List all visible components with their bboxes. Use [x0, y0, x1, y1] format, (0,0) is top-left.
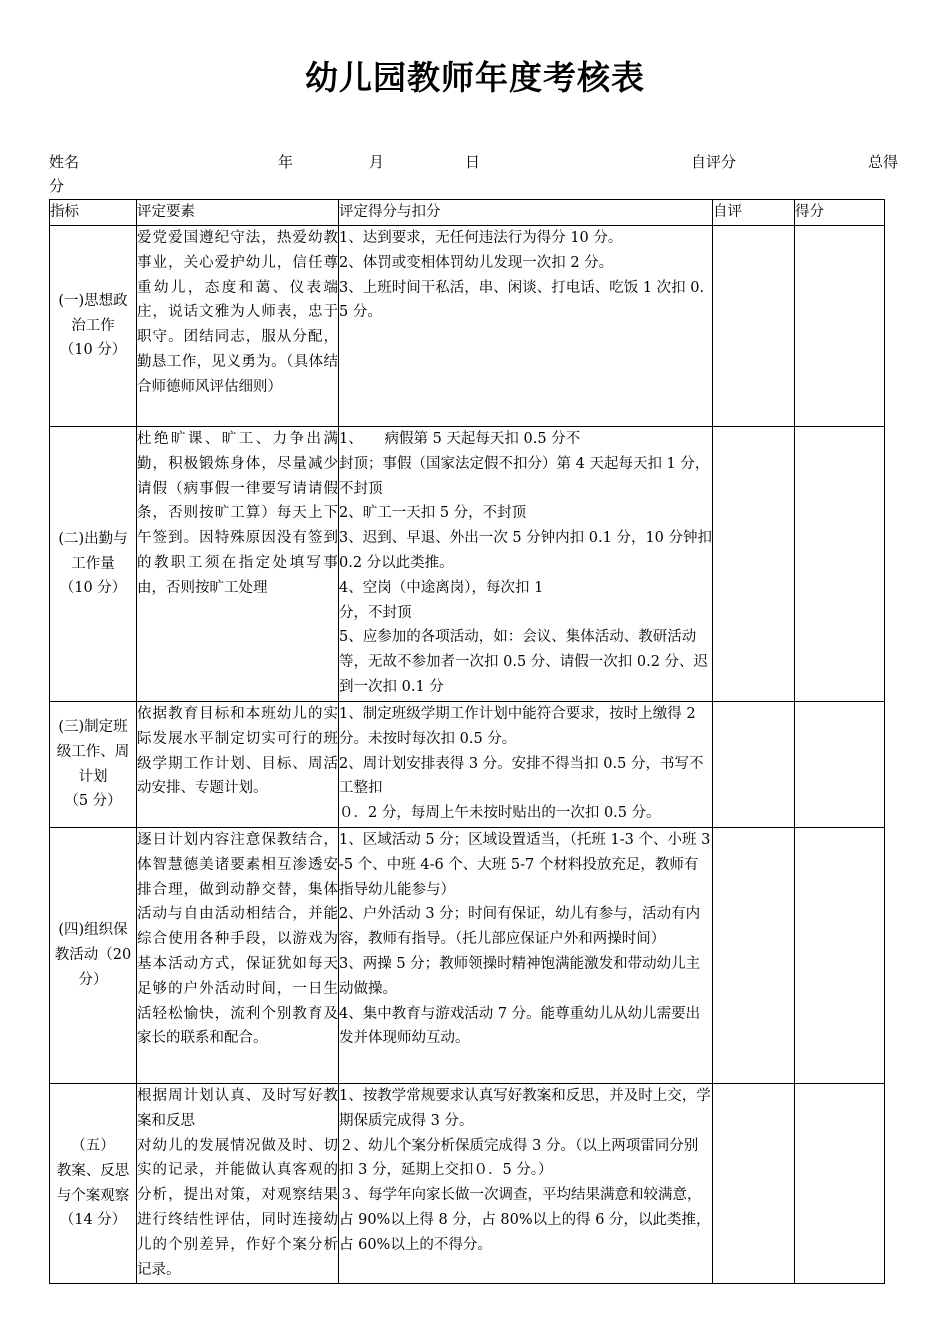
score-cell[interactable]: [795, 1084, 885, 1284]
score-cell[interactable]: [795, 427, 885, 702]
indicator-text: （14 分）: [59, 1212, 127, 1229]
scoring-item: 2、体罚或变相体罚幼儿发现一次扣 2 分。: [339, 254, 614, 271]
scoring-item: 1、按教学常规要求认真写好教案和反思，并及时上交，学期保质完成得 3 分。: [339, 1088, 711, 1129]
year-label: 年: [278, 153, 294, 171]
indicator-text: (四)组织保: [58, 922, 128, 939]
indicator-text: 教案、反思: [56, 1162, 130, 1179]
scoring-item: ２、幼儿个案分析保质完成得 3 分。（以上两项雷同分别扣 3 分，延期上交扣０．5 分。）: [339, 1137, 699, 1179]
scoring-item: 3、两操 5 分；教师领操时精神饱满能激发和带动幼儿主动做操。: [339, 955, 701, 997]
scoring-item: 4、空岗（中途离岗），每次扣 1: [339, 579, 544, 596]
scoring-item: 5、应参加的各项活动，如：会议、集体活动、教研活动等，无故不参加者一次扣 0.5 分、请假一次扣 0.2 分、迟到一次扣 0.1 分: [339, 629, 709, 695]
assessment-table: [49, 199, 885, 1284]
scoring-cell: [339, 1084, 713, 1284]
requirement-cell: 依据教育目标和本班幼儿的实际发展水平制定切实可行的班级学期工作计划、目标、周活动安排、专题计划。: [137, 702, 339, 828]
indicator-cell: [50, 427, 137, 702]
requirement-cell: 逐日计划内容注意保教结合，体智慧德美诸要素相互渗透安排合理，做到动静交替，集体活动与自由活动相结合，并能综合使用各种手段，以游戏为基本活动方式，保证犹如每天足够的户外活动时间，一日生活轻松愉快，流利个别教育及家长的联系和配合。: [137, 828, 339, 1084]
score-cell[interactable]: [795, 702, 885, 828]
self-score-label: 自评分: [691, 153, 737, 171]
page-title: 幼儿园教师年度考核表: [305, 58, 645, 97]
requirement-cell: 爱党爱国遵纪守法，热爱幼教事业，关心爱护幼儿，信任尊重幼儿，态度和蔼、仪表端庄，说话文雅为人师表，忠于职守。团结同志，服从分配，勤恳工作，见义勇为。（具体结合师德师风评估细则）: [137, 226, 339, 427]
scoring-cell: [339, 427, 713, 702]
indicator-text: 级工作、周: [56, 743, 130, 760]
indicator-cell: [50, 1084, 137, 1284]
table-row: [50, 1084, 885, 1284]
indicator-text: (二)出勤与: [58, 530, 128, 547]
score-cell[interactable]: [795, 828, 885, 1084]
scoring-item: 封顶；事假（国家法定假不扣分）第 4 天起每天扣 1 分，不封顶: [339, 455, 710, 497]
header-indicator: 指标: [50, 200, 137, 226]
self-score-cell[interactable]: [713, 702, 795, 828]
scoring-item: 1、制定班级学期工作计划中能符合要求，按时上缴得 2 分。未按时每次扣 0.5 分。: [339, 706, 696, 747]
indicator-text: (三)制定班: [58, 718, 128, 735]
indicator-text: 治工作: [71, 317, 115, 334]
scoring-cell: [339, 226, 713, 427]
total-label-continued: 分: [49, 177, 65, 195]
self-score-cell[interactable]: [713, 1084, 795, 1284]
indicator-text: （五）: [71, 1137, 115, 1154]
header-score: 得分: [795, 200, 885, 226]
self-score-cell[interactable]: [713, 226, 795, 427]
scoring-item: 1、 病假第 5 天起每天扣 0.5 分不: [339, 431, 581, 447]
indicator-text: (一)思想政: [58, 292, 128, 309]
header-requirement: 评定要素: [137, 200, 339, 226]
indicator-text: 教活动（20: [54, 947, 132, 964]
scoring-item: 3、上班时间干私活，串、闲谈、打电话、吃饭 1 次扣 0.5 分。: [339, 279, 705, 321]
indicator-text: 计划: [78, 768, 108, 785]
scoring-item: 1、达到要求，无任何违法行为得分 10 分。: [339, 230, 623, 246]
table-row: [50, 828, 885, 1084]
self-score-cell[interactable]: [713, 828, 795, 1084]
indicator-cell: [50, 702, 137, 828]
score-cell[interactable]: [795, 226, 885, 427]
indicator-text: （5 分）: [64, 793, 122, 810]
table-row: [50, 427, 885, 702]
table-header-row: [50, 200, 885, 226]
indicator-text: （10 分）: [59, 342, 127, 359]
indicator-cell: [50, 226, 137, 427]
requirement-cell: 根据周计划认真、及时写好教案和反思 对幼儿的发展情况做及时、切实的记录，并能做认真客观的分析，提出对策，对观察结果进行终结性评估，同时连接幼儿的个别差异，作好个案分析记录。: [137, 1084, 339, 1284]
indicator-cell: [50, 828, 137, 1084]
scoring-item: 2、旷工一天扣 5 分，不封顶: [339, 505, 527, 522]
indicator-text: （10 分）: [59, 580, 127, 597]
requirement-cell: 杜绝旷课、旷工、力争出满勤，积极锻炼身体，尽量减少请假（病事假一律要写请请假条，否则按旷工算）每天上下午签到。因特殊原因没有签到的教职工须在指定处填写事由，否则按旷工处理: [137, 427, 339, 702]
scoring-item: ３、每学年向家长做一次调查，平均结果满意和较满意，占 90%以上得 8 分，占 80%以上的得 6 分，以此类推，占 60%以上的不得分。: [339, 1187, 711, 1253]
header-scoring: 评定得分与扣分: [339, 200, 713, 226]
scoring-item: 3、迟到、早退、外出一次 5 分钟内扣 0.1 分，10 分钟扣 0.2 分以此类推。: [339, 530, 713, 571]
scoring-item: ０．2 分，每周上午未按时贴出的一次扣 0.5 分。: [339, 805, 661, 822]
indicator-text: 工作量: [71, 555, 115, 572]
scoring-item: 4、集中教育与游戏活动 7 分。能尊重幼儿从幼儿需要出发并体现师幼互动。: [339, 1005, 701, 1047]
indicator-text: 分）: [78, 971, 108, 988]
indicator-text: 与个案观察: [56, 1187, 130, 1204]
header-self-score: 自评: [713, 200, 795, 226]
day-label: 日: [465, 153, 481, 171]
month-label: 月: [369, 153, 385, 171]
scoring-cell: [339, 828, 713, 1084]
table-row: [50, 226, 885, 427]
scoring-item: 1、区域活动 5 分；区域设置适当，（托班 1-3 个、小班 3-5 个、中班 4-6 个、大班 5-7 个材料投放充足，教师有指导幼儿能参与）: [339, 832, 711, 898]
name-label: 姓名: [49, 153, 80, 171]
scoring-item: 分，不封顶: [339, 604, 412, 621]
scoring-item: 2、周计划安排表得 3 分。安排不得当扣 0.5 分，书写不工整扣: [339, 755, 704, 797]
self-score-cell[interactable]: [713, 427, 795, 702]
table-row: [50, 702, 885, 828]
scoring-item: 2、户外活动 3 分；时间有保证，幼儿有参与，活动有内容，教师有指导。（托儿部应保证户外和两操时间）: [339, 906, 701, 948]
total-label: 总得: [868, 153, 899, 171]
scoring-cell: [339, 702, 713, 828]
